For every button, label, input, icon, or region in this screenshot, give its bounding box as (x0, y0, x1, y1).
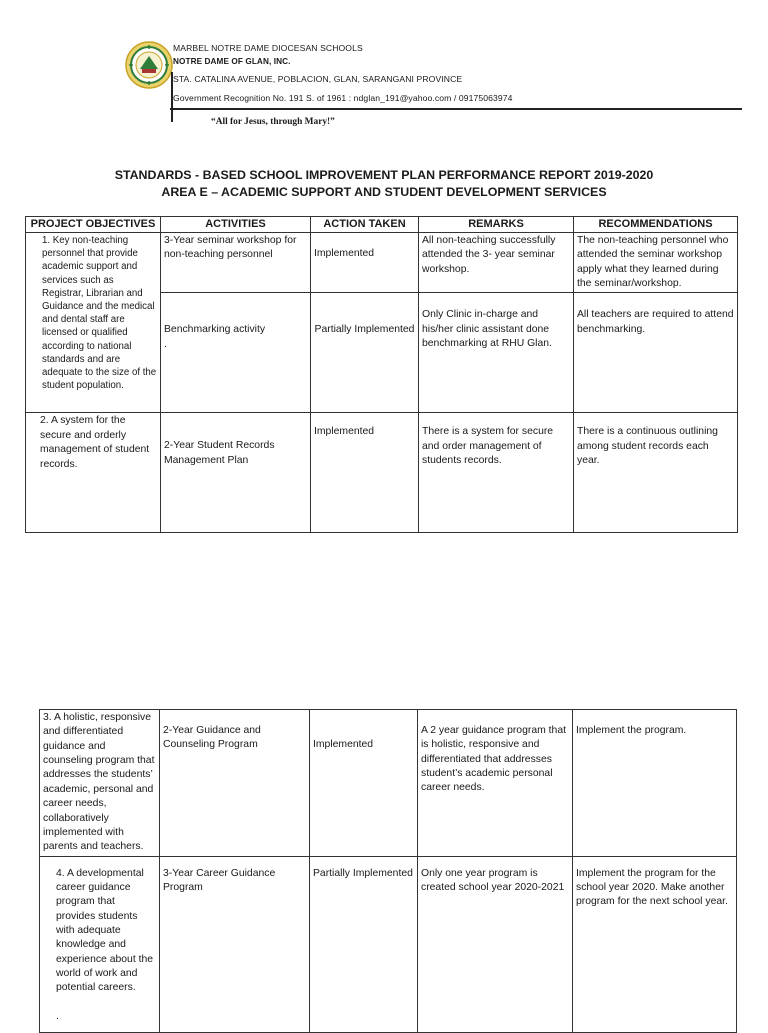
activity-cell: 2-Year Guidance and Counseling Program (160, 710, 310, 857)
remarks-cell: All non-teaching successfully attended the 3- year seminar workshop. (419, 233, 574, 293)
recommendation-cell: All teachers are required to attend benchmarking. (574, 293, 738, 413)
report-subtitle: AREA E – ACADEMIC SUPPORT AND STUDENT DEVELOPMENT SERVICES (161, 185, 607, 199)
report-title: STANDARDS - BASED SCHOOL IMPROVEMENT PLAN PERFORMANCE REPORT 2019-2020 (114, 168, 654, 182)
objective-cell: 2. A system for the secure and orderly management of student records. (26, 413, 161, 533)
col-header-recommendations: RECOMMENDATIONS (574, 217, 738, 233)
action-cell: Implemented (310, 710, 418, 857)
remarks-cell: Only one year program is created school year 2020-2021 (418, 856, 573, 1032)
activity-text: Benchmarking activity (164, 324, 266, 336)
improvement-plan-table-1 (25, 216, 738, 533)
action-cell: Implemented (311, 233, 419, 293)
objective-text: 4. A developmental career guidance program that provides students with adequate knowledge and experience about the world of work and potential careers. (56, 867, 154, 994)
header-horizontal-rule (170, 108, 742, 110)
header-address: STA. CATALINA AVENUE, POBLACION, GLAN, SARANGANI PROVINCE (173, 74, 463, 84)
school-seal-icon (125, 40, 173, 90)
action-cell: Implemented (311, 413, 419, 533)
remarks-cell: There is a system for secure and order management of students records. (419, 413, 574, 533)
col-header-objectives: PROJECT OBJECTIVES (26, 217, 161, 233)
recommendation-cell: There is a continuous outlining among student records each year. (574, 413, 738, 533)
remarks-cell: Only Clinic in-charge and his/her clinic assistant done benchmarking at RHU Glan. (419, 293, 574, 413)
trailing-mark: . (56, 1010, 59, 1022)
action-cell: Partially Implemented (311, 293, 419, 413)
objective-cell (40, 856, 160, 1032)
table-row (40, 856, 737, 1032)
table-header-row (26, 217, 738, 233)
activity-cell: 2-Year Student Records Management Plan (161, 413, 311, 533)
improvement-plan-table-2 (39, 709, 737, 1033)
col-header-remarks: REMARKS (419, 217, 574, 233)
remarks-cell: A 2 year guidance program that is holistic, responsive and differentiated that addresses student’s academic personal career needs. (418, 710, 573, 857)
header-school-name: NOTRE DAME OF GLAN, INC. (173, 57, 291, 66)
table-row (40, 710, 737, 857)
recommendation-cell: Implement the program for the school year 2020. Make another program for the next school year. (573, 856, 737, 1032)
header-vertical-rule (171, 72, 173, 122)
table-row (26, 233, 738, 293)
activity-cell (161, 293, 311, 413)
activity-dot: . (164, 338, 167, 350)
objective-cell: 3. A holistic, responsive and differentiated guidance and counseling program that addresses the students’ academic, personal and career needs, collaboratively implemented with parents and teachers. (40, 710, 160, 857)
header-system-name: MARBEL NOTRE DAME DIOCESAN SCHOOLS (173, 43, 363, 53)
activity-cell: 3-Year Career Guidance Program (160, 856, 310, 1032)
action-cell: Partially Implemented (310, 856, 418, 1032)
col-header-activities: ACTIVITIES (161, 217, 311, 233)
recommendation-cell: The non-teaching personnel who attended the seminar workshop apply what they learned during the seminar/workshop. (574, 233, 738, 293)
activity-cell: 3-Year seminar workshop for non-teaching personnel (161, 233, 311, 293)
school-motto: “All for Jesus, through Mary!” (211, 117, 335, 127)
header-recognition: Government Recognition No. 191 S. of 1961 : ndglan_191@yahoo.com / 09175063974 (173, 93, 513, 103)
col-header-action-taken: ACTION TAKEN (311, 217, 419, 233)
table-row (26, 413, 738, 533)
objective-cell: 1. Key non-teaching personnel that provide academic support and services such as Registrar, Librarian and Guidance and the medical and dental staff are licensed or qualified according to national standards and are adequate to the size of the student population. (26, 233, 161, 413)
recommendation-cell: Implement the program. (573, 710, 737, 857)
